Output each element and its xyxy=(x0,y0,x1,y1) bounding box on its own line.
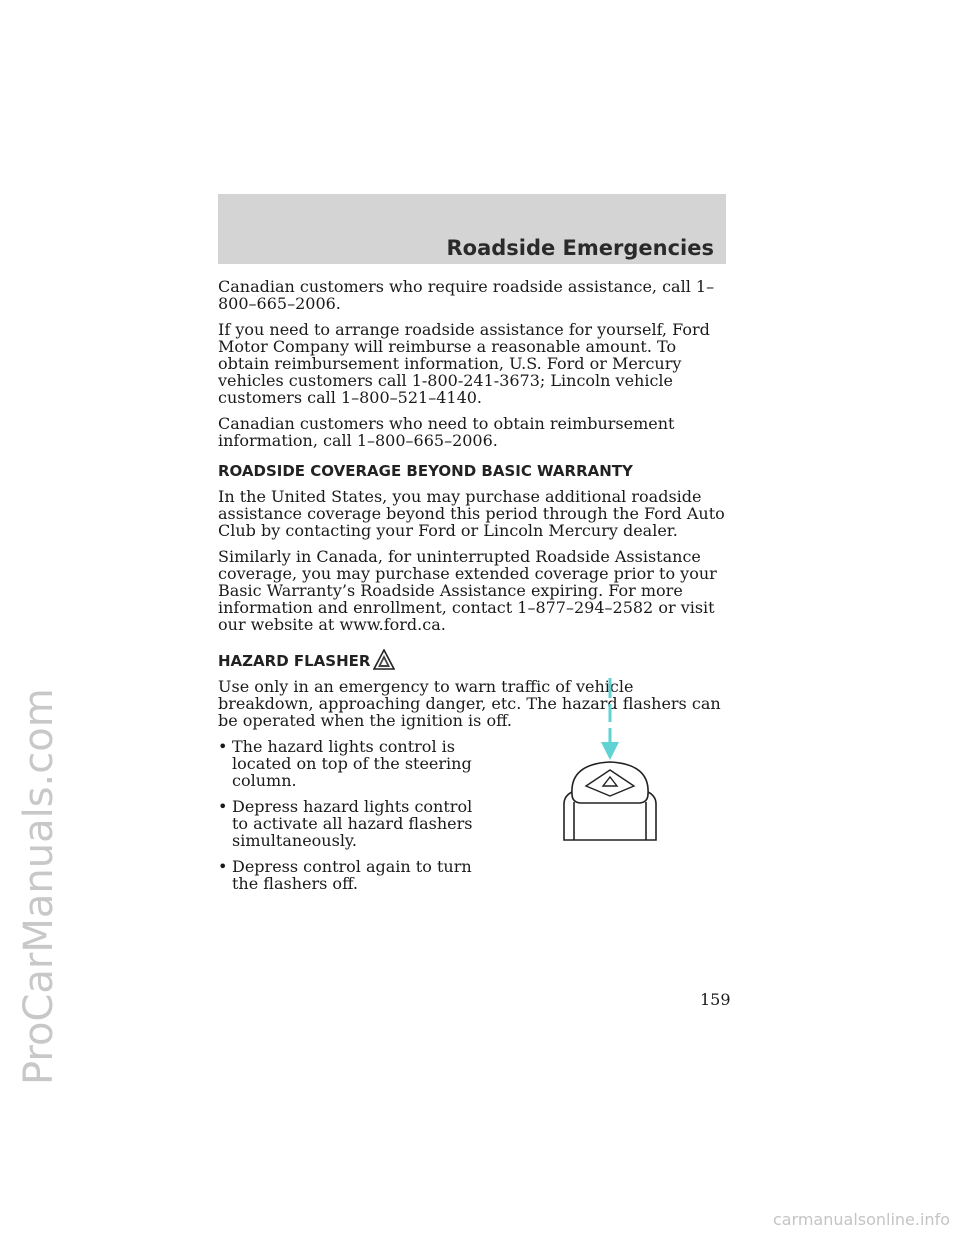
list-item xyxy=(218,738,488,789)
list-item-text: Depress hazard lights control to activate all hazard flashers simultaneously. xyxy=(232,797,473,850)
hazard-bullet-list xyxy=(218,738,488,892)
paragraph-canada-coverage: Similarly in Canada, for uninterrupted Roadside Assistance coverage, you may purchase extended coverage prior to your Basic Warranty’s Roadside Assistance expiring. For more information and enrollment, contact 1–877–294–2582 or visit our website at www.ford.ca. xyxy=(218,547,717,634)
paragraph-canadian-reimbursement: Canadian customers who need to obtain reimbursement information, call 1–800–665–2006. xyxy=(218,414,675,450)
paragraph-reimbursement: If you need to arrange roadside assistance for yourself, Ford Motor Company will reimburse a reasonable amount. To obtain reimbursement information, U.S. Ford or Mercury vehicles customers call 1-800-241-3673; Lincoln vehicle customers call 1–800–521–4140. xyxy=(218,320,710,407)
hazard-heading-text: HAZARD FLASHER xyxy=(218,652,371,670)
watermark-label: ProCarManuals.com xyxy=(16,688,62,1085)
paragraph-us-coverage: In the United States, you may purchase additional roadside assistance coverage beyond this period through the Ford Auto Club by contacting your Ford or Lincoln Mercury dealer. xyxy=(218,487,725,540)
watermark-text-graphic xyxy=(6,510,66,1090)
hazard-heading xyxy=(218,649,730,670)
watermark xyxy=(6,510,66,1090)
list-item xyxy=(218,858,488,892)
paragraph-canadian-assistance: Canadian customers who require roadside assistance, call 1–800–665–2006. xyxy=(218,277,715,313)
list-item-text: The hazard lights control is located on top of the steering column. xyxy=(232,737,472,790)
bullet-dot: • xyxy=(218,857,228,876)
bullet-dot: • xyxy=(218,737,228,756)
footer-watermark: carmanualsonline.info xyxy=(772,1210,950,1229)
bullet-dot: • xyxy=(218,797,228,816)
coverage-heading: ROADSIDE COVERAGE BEYOND BASIC WARRANTY xyxy=(218,462,633,480)
list-item-text: Depress control again to turn the flashers off. xyxy=(232,857,472,893)
section-header xyxy=(218,194,726,264)
hazard-intro: Use only in an emergency to warn traffic of vehicle breakdown, approaching danger, etc. The hazard flashers can be operated when the ignition is off. xyxy=(218,677,721,730)
hazard-warning-icon xyxy=(373,649,395,670)
hazard-switch-body xyxy=(564,762,656,840)
hazard-switch-illustration xyxy=(560,676,660,844)
list-item xyxy=(218,798,488,849)
page-number: 159 xyxy=(700,990,731,1009)
pointer-arrow-icon xyxy=(601,678,619,760)
section-title: Roadside Emergencies xyxy=(446,236,714,260)
hazard-switch-drawing xyxy=(560,676,660,844)
